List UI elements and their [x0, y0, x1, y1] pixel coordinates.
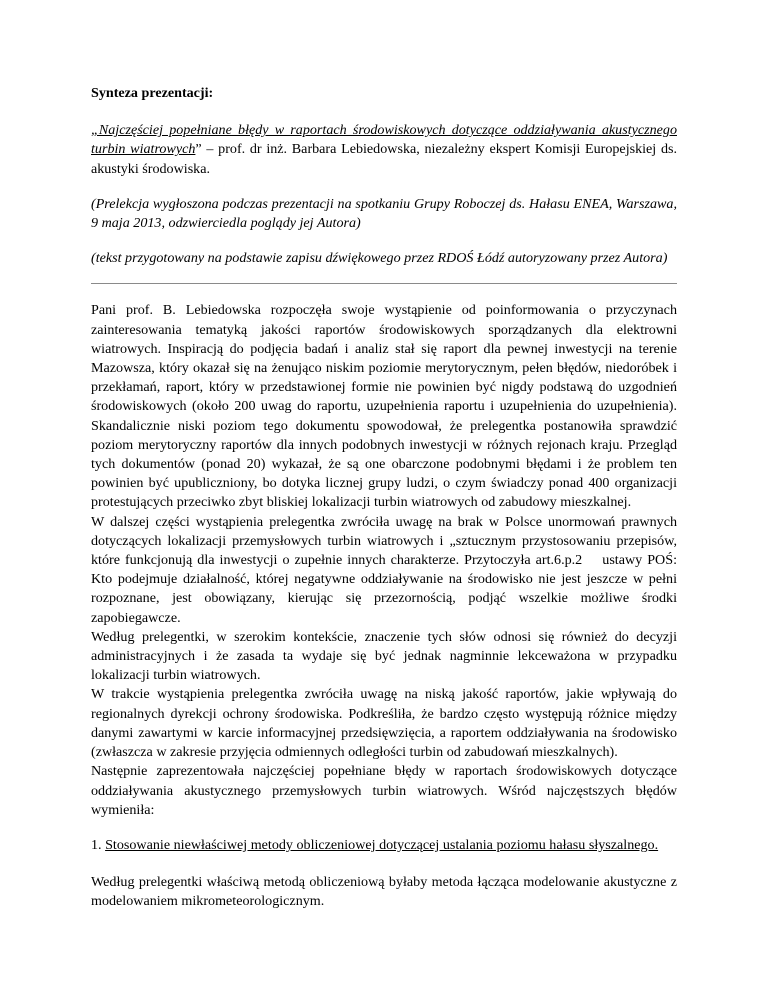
section-1-title: Stosowanie niewłaściwej metody obliczeniowej dotyczącej ustalania poziomu hałasu słyszalnego. [105, 836, 659, 853]
section-1-heading [91, 836, 677, 855]
paragraph-context: Według prelegentki, w szerokim kontekście, znaczenie tych słów odnosi się również do decyzji administracyjnych i że zasada ta wydaje się być jednak nagminnie lekceważona w przypadku lokalizacji turbin wiatrowych. [91, 628, 677, 684]
body-text [91, 301, 695, 819]
section-1-number: 1. [91, 836, 106, 853]
document-heading: Synteza prezentacji: [91, 85, 214, 101]
paragraph-quality: W trakcie wystąpienia prelegentka zwróciła uwagę na niską jakość raportów, jakie wpływają do regionalnych dyrekcji ochrony środowiska. Podkreśliła, że bardzo często występują różnice między danymi zawartymi w karcie informacyjnej przedsięwzięcia, a raportem oddziaływania na środowisko (zwłaszcza w zakresie przyjęcia odmiennych odległości turbin od zabudowań mieszkalnych). [91, 686, 677, 761]
document-page [91, 84, 695, 912]
paragraph-legal: W dalszej części wystąpienia prelegentka zwróciła uwagę na brak w Polsce unormowań prawnych dotyczących lokalizacji przemysłowych turbin wiatrowych i „sztucznym przystosowaniu przepisów, które funkcjonują dla inwestycji o zupełnie innych charakterze. Przytoczyła art.6.p.2 ustawy POŚ: Kto podejmuje działalność, której negatywne oddziaływanie na środowisko nie jest jeszcze w pełni rozpoznane, jest obowiązany, kierując się przezornością, podjąć wszelkie możliwe środki zapobiegawcze. [91, 513, 695, 626]
note-event: (Prelekcja wygłoszona podczas prezentacji na spotkaniu Grupy Roboczej ds. Hałasu ENEA, Warszawa, 9 maja 2013, odzwierciedla poglądy jej Autora) [91, 195, 677, 232]
horizontal-divider [91, 283, 677, 284]
presentation-author: ” – prof. dr inż. Barbara Lebiedowska, niezależny ekspert Komisji Europejskiej ds. akustyki środowiska. [91, 141, 677, 177]
note-authorization: (tekst przygotowany na podstawie zapisu dźwiękowego przez RDOŚ Łódź autoryzowany przez Autora) [91, 250, 668, 267]
presentation-title [91, 121, 677, 179]
paragraph-errors-intro: Następnie zaprezentowała najczęściej popełniane błędy w raportach środowiskowych dotyczące oddziaływania akustycznego przemysłowych turbin wiatrowych. Wśród najczęstszych błędów wymieniła: [91, 763, 677, 818]
paragraph-closing: Według prelegentki właściwą metodą obliczeniową byłaby metoda łącząca modelowanie akustyczne z modelowaniem mikrometeorologicznym. [91, 874, 677, 910]
presentation-title-quoted: „Najczęściej popełniane błędy w raportach środowiskowych dotyczące oddziaływania akustycznego turbin wiatrowych [91, 122, 677, 158]
paragraph-intro: Pani prof. B. Lebiedowska rozpoczęła swoje wystąpienie od poinformowania o przyczynach zainteresowania tematyką jakości raportów środowiskowych sporządzanych dla elektrowni wiatrowych. Inspiracją do podjęcia badań i analiz stał się raport dla pewnej inwestycji na terenie Mazowsza, który okazał się na żenująco niskim poziomie merytorycznym, pełen błędów, niedoróbek i przekłamań, raport, który w przedstawionej formie nie powinien być nigdy podstawą do uzgodnień środowiskowych (około 200 uwag do raportu, uzupełnienia raportu i uzupełnienia do uzupełnienia). Skandalicznie niski poziom tego dokumentu spowodował, że prelegentka postanowiła sprawdzić poziom merytoryczny raportów dla innych podobnych inwestycji w różnych rejonach kraju. Przegląd tych dokumentów (ponad 20) wykazał, że są one obarczone podobnymi błędami i że problem ten powinien być upubliczniony, bo dotyka licznej grupy ludzi, o czym świadczy ponad 400 organizacji protestujących przeciwko zbyt bliskiej lokalizacji turbin wiatrowych od zabudowy mieszkalnej. [91, 302, 677, 511]
